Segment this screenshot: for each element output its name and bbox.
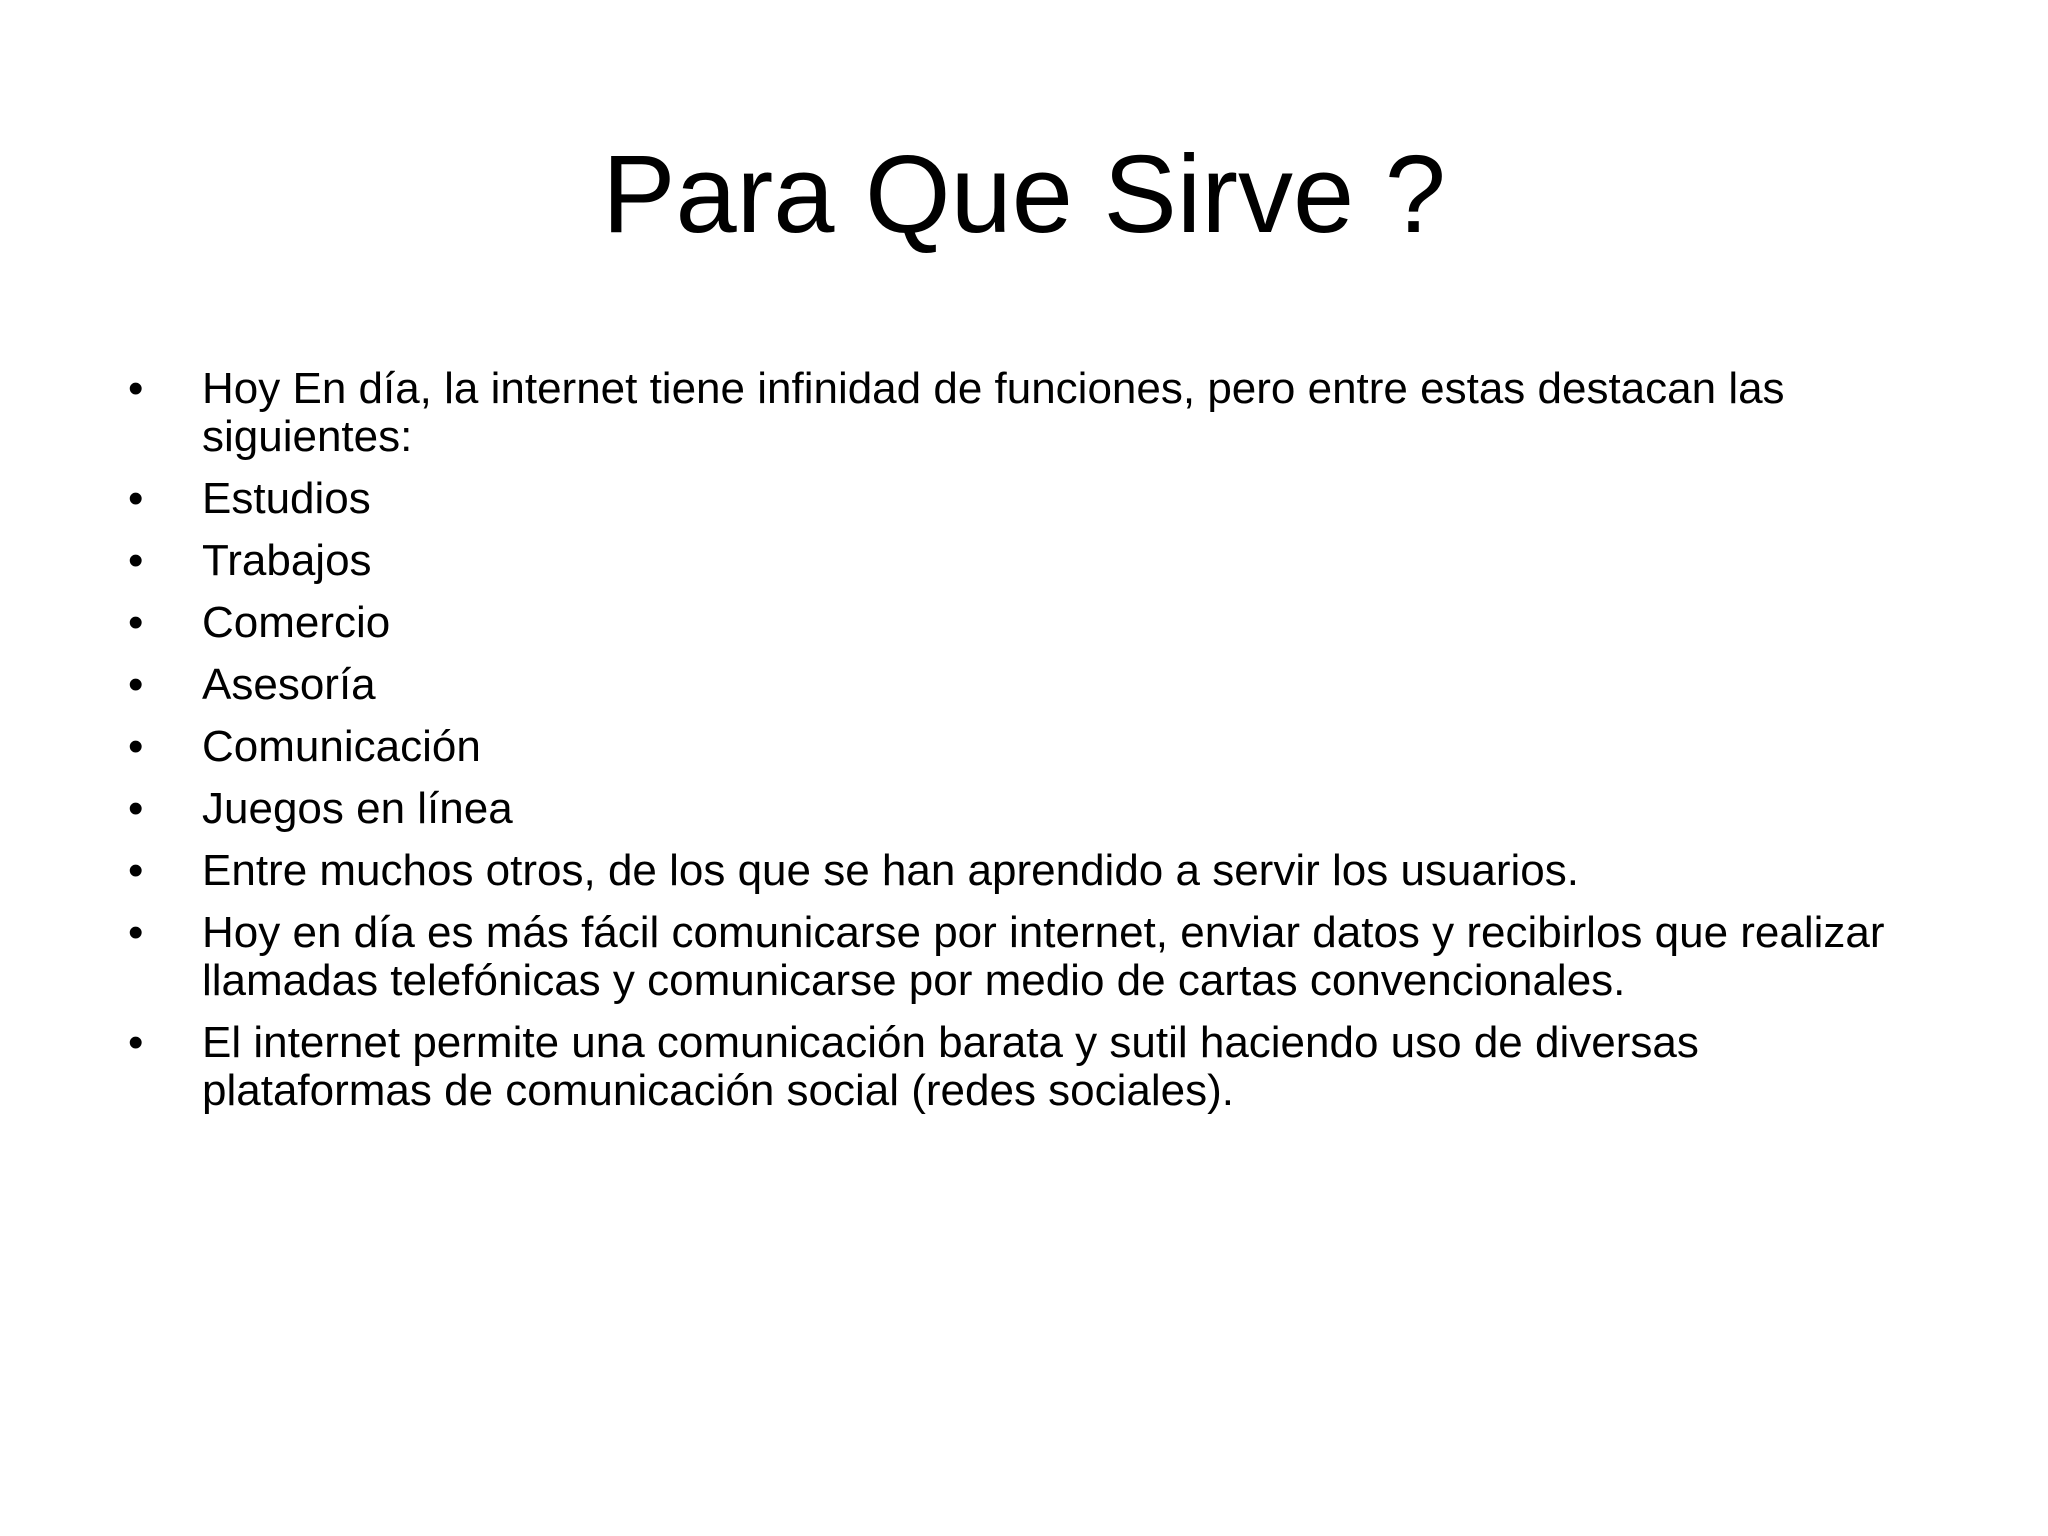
- bullet-list: [120, 365, 1930, 1129]
- bullet-text: Juegos en línea: [202, 784, 513, 833]
- bullet-icon: •: [128, 784, 144, 833]
- bullet-icon: •: [128, 846, 144, 895]
- bullet-icon: •: [128, 536, 144, 585]
- bullet-text: Estudios: [202, 474, 371, 523]
- slide-title: Para Que Sirve ?: [602, 133, 1446, 256]
- list-item: [120, 723, 1930, 771]
- list-item: [120, 537, 1930, 585]
- bullet-text: Hoy En día, la internet tiene infinidad de funciones, pero entre estas destacan las siguientes:: [202, 364, 1785, 461]
- bullet-text: El internet permite una comunicación barata y sutil haciendo uso de diversas plataformas de comunicación social (redes sociales).: [202, 1018, 1699, 1115]
- bullet-text: Hoy en día es más fácil comunicarse por internet, enviar datos y recibirlos que realizar llamadas telefónicas y comunicarse por medio de cartas convencionales.: [202, 908, 1885, 1005]
- bullet-text: Entre muchos otros, de los que se han aprendido a servir los usuarios.: [202, 846, 1579, 895]
- bullet-icon: •: [128, 1018, 144, 1067]
- bullet-icon: •: [128, 660, 144, 709]
- list-item: [120, 847, 1930, 895]
- bullet-icon: •: [128, 722, 144, 771]
- list-item: [120, 599, 1930, 647]
- bullet-text: Asesoría: [202, 660, 376, 709]
- bullet-text: Comercio: [202, 598, 391, 647]
- list-item: [120, 1019, 1930, 1115]
- bullet-icon: •: [128, 364, 144, 413]
- list-item: [120, 785, 1930, 833]
- list-item: [120, 365, 1930, 461]
- list-item: [120, 475, 1930, 523]
- bullet-text: Trabajos: [202, 536, 372, 585]
- list-item: [120, 909, 1930, 1005]
- bullet-icon: •: [128, 474, 144, 523]
- bullet-icon: •: [128, 598, 144, 647]
- list-item: [120, 661, 1930, 709]
- bullet-icon: •: [128, 908, 144, 957]
- bullet-text: Comunicación: [202, 722, 481, 771]
